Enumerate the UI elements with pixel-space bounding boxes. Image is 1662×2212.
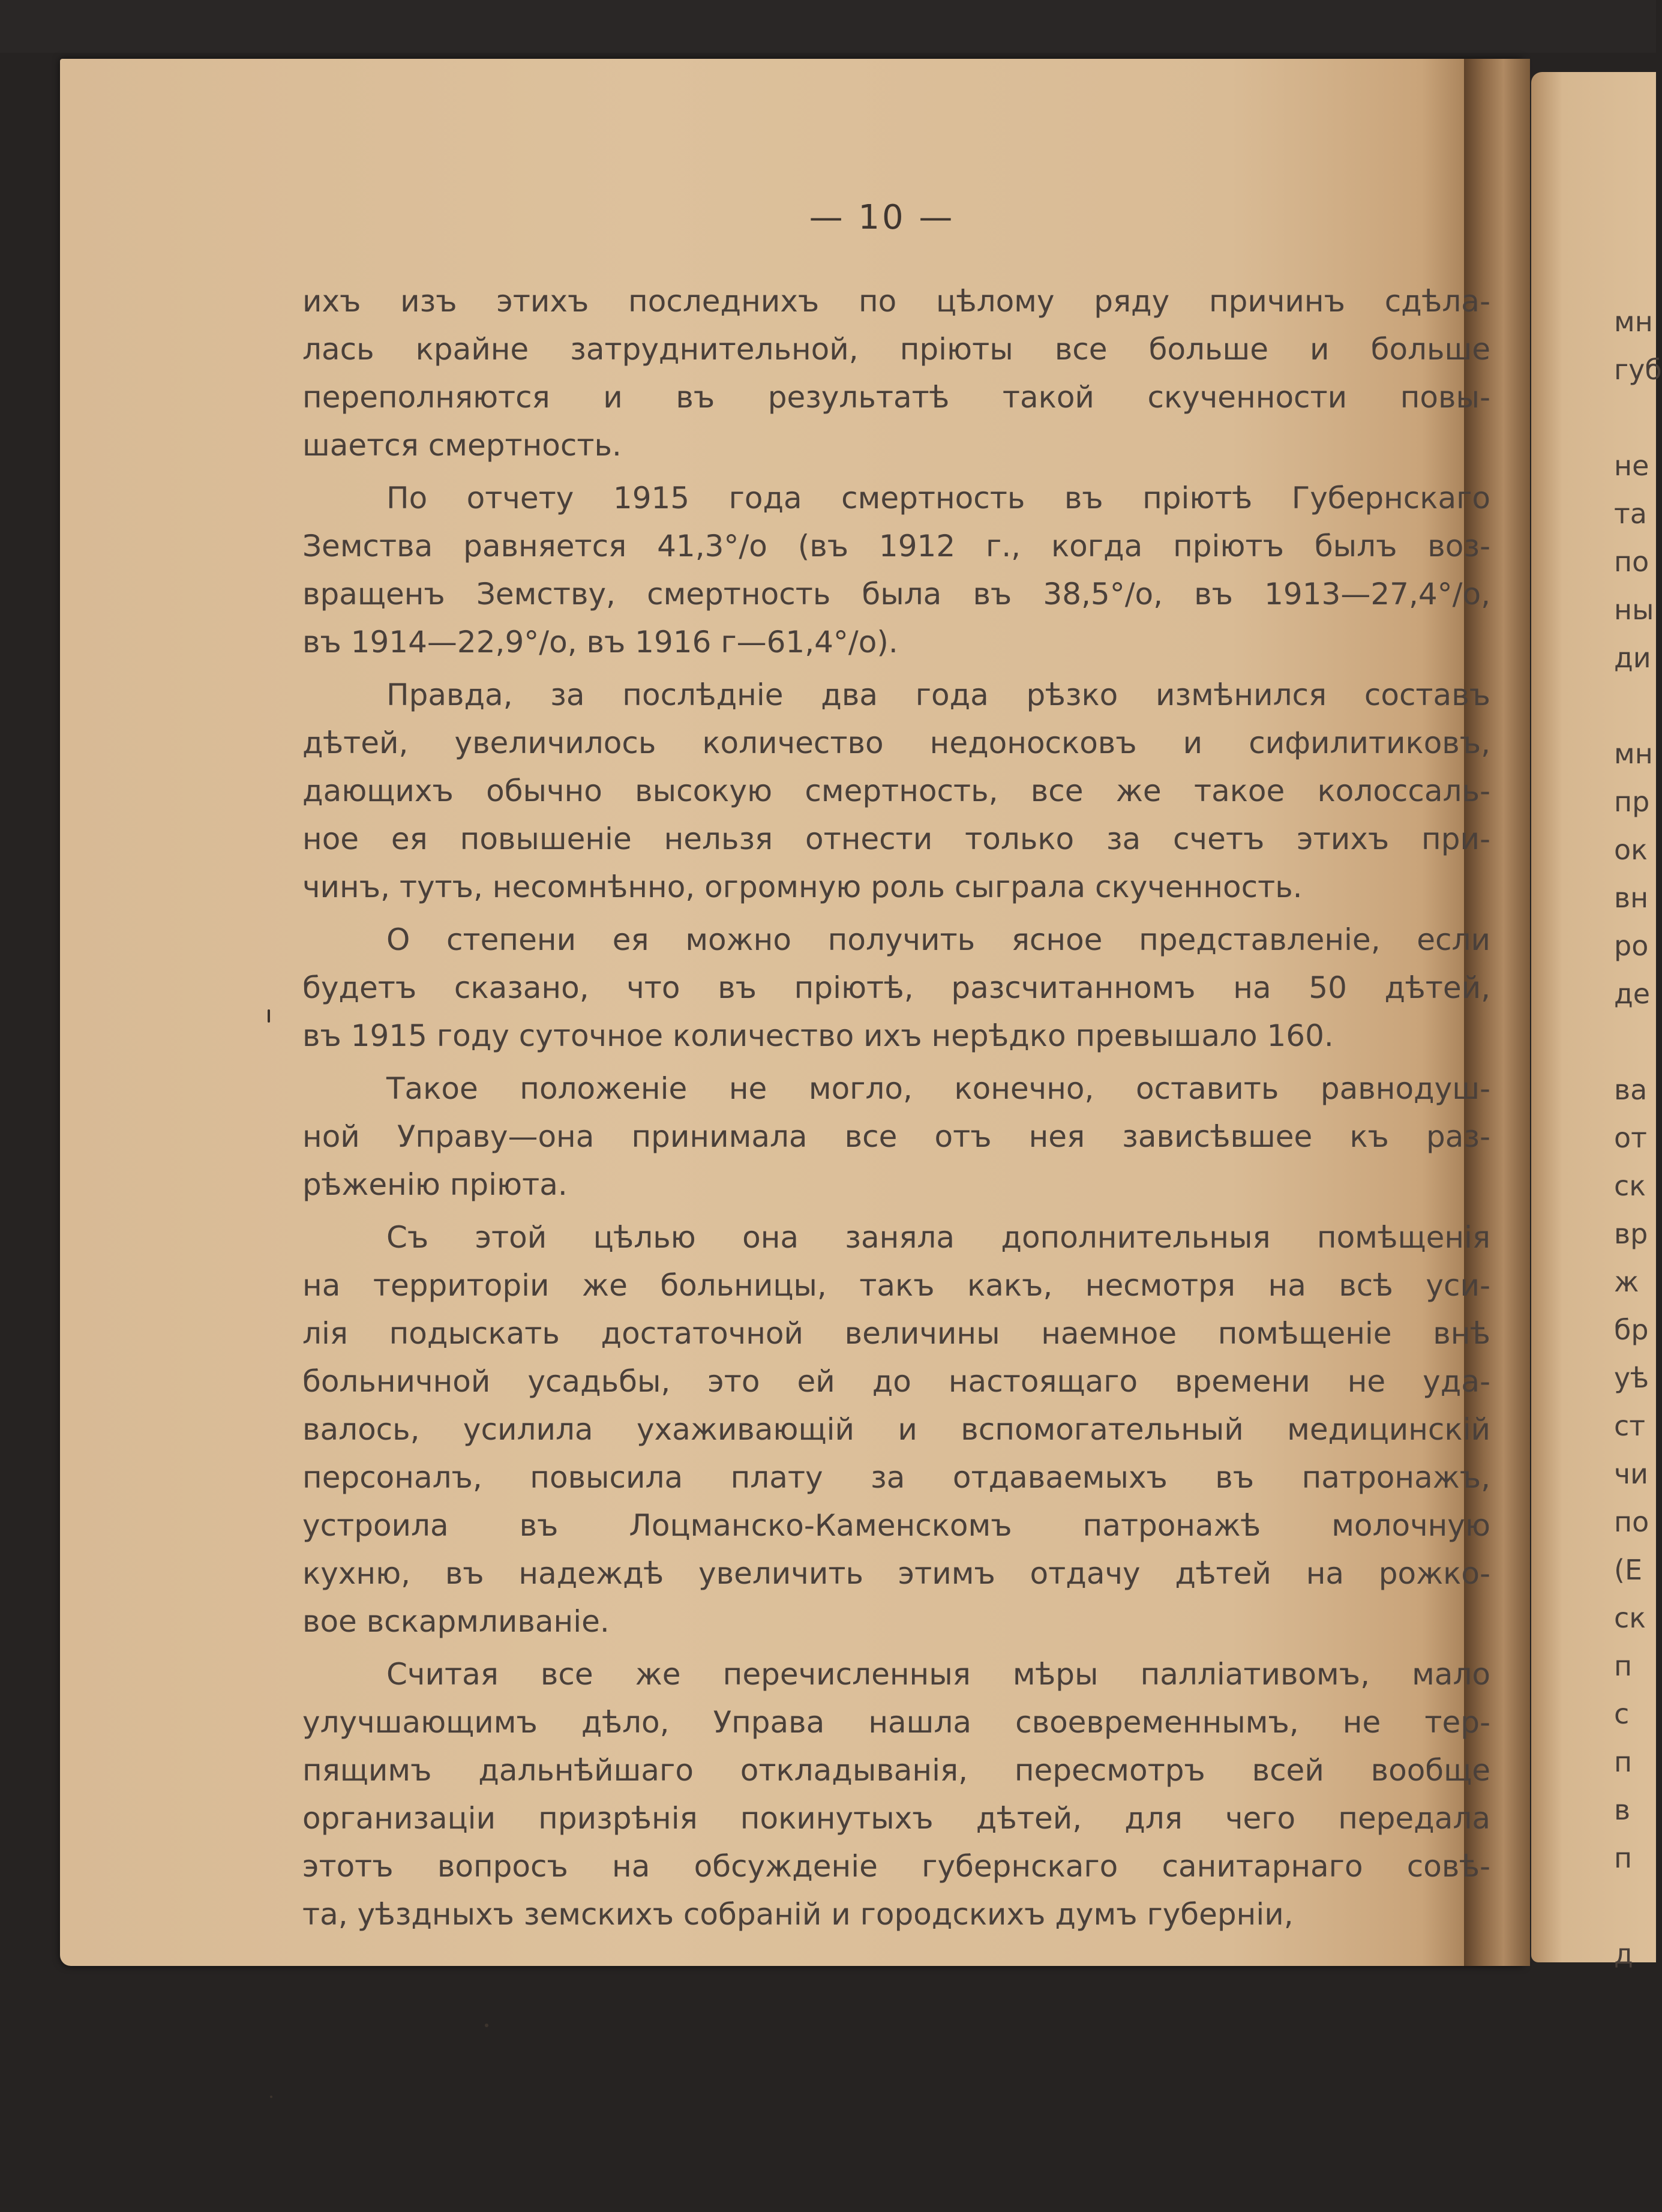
right-page-fragment: вр: [1614, 1218, 1648, 1250]
right-page-fragment: де: [1614, 978, 1651, 1010]
text-line: лась крайне затруднительной, пріюты все больше и больше: [302, 332, 1490, 367]
right-page-fragment: ва: [1614, 1074, 1648, 1106]
right-page-fragment: та: [1614, 497, 1647, 530]
right-page-fragment: ок: [1614, 834, 1648, 866]
text-line: кухню, въ надеждѣ увеличить этимъ отдачу дѣтей на рожко-: [302, 1556, 1490, 1591]
right-page-fragment: [1614, 394, 1656, 442]
right-page-fragment: (Е: [1614, 1554, 1643, 1586]
page-number: — 10 —: [809, 198, 955, 237]
text-line: будетъ сказано, что въ пріютѣ, разсчитанномъ на 50 дѣтей,: [302, 970, 1490, 1005]
text-line: Съ этой цѣлью она заняла дополнительныя помѣщенія: [386, 1220, 1490, 1255]
text-line: По отчету 1915 года смертность въ пріютѣ Губернскаго: [386, 481, 1490, 515]
text-line: переполняются и въ результатѣ такой скученности повы-: [302, 380, 1490, 415]
text-line: рѣженію пріюта.: [302, 1167, 568, 1202]
paragraph: [302, 1650, 1490, 1938]
right-page-fragment: п: [1614, 1650, 1633, 1682]
text-line: Такое положеніе не могло, конечно, оставить равнодуш-: [386, 1071, 1490, 1106]
right-page-fragment: уѣ: [1614, 1362, 1649, 1394]
page-body-text: [302, 277, 1490, 1943]
text-line: устроила въ Лоцманско-Каменскомъ патронажѣ молочную: [302, 1508, 1490, 1543]
right-page-fragment: пр: [1614, 786, 1650, 818]
text-line: организаціи призрѣнія покинутыхъ дѣтей, для чего передала: [302, 1801, 1490, 1836]
text-line: персоналъ, повысила плату за отдаваемыхъ въ патронажъ,: [302, 1460, 1490, 1495]
right-page-fragment: [1614, 1882, 1656, 1930]
right-page-fragment: [1614, 1018, 1656, 1066]
text-line: шается смертность.: [302, 428, 622, 463]
paragraph: [302, 1065, 1490, 1209]
right-page-fragment: ст: [1614, 1410, 1646, 1442]
right-page-fragment: п: [1614, 1746, 1633, 1778]
text-line: ное ея повышеніе нельзя отнести только за счетъ этихъ при-: [302, 822, 1490, 856]
right-page-fragment: п: [1614, 1842, 1633, 1874]
text-line: лія подыскать достаточной величины наемное помѣщеніе внѣ: [302, 1316, 1490, 1351]
right-page-fragment: ны: [1614, 594, 1654, 626]
text-line: дѣтей, увеличилось количество недоносковъ и сифилитиковъ,: [302, 726, 1490, 760]
right-page-fragment: с: [1614, 1698, 1630, 1730]
right-page-fragment: в: [1614, 1794, 1631, 1826]
right-page-fragment: ро: [1614, 930, 1649, 962]
right-page-fragment: по: [1614, 1506, 1649, 1538]
text-line: Считая все же перечисленныя мѣры палліативомъ, мало: [386, 1657, 1490, 1692]
text-line: Земства равняется 41,3°/о (въ 1912 г., когда пріютъ былъ воз-: [302, 529, 1490, 564]
text-line: въ 1914—22,9°/о, въ 1916 г—61,4°/о).: [302, 625, 898, 660]
speck: [485, 2024, 488, 2027]
right-page-fragment: [1614, 682, 1656, 730]
paragraph: [302, 671, 1490, 911]
right-page-fragment: ск: [1614, 1170, 1646, 1202]
text-line: вое вскармливаніе.: [302, 1604, 610, 1639]
right-page-fragment: бр: [1614, 1314, 1649, 1346]
text-line: въ 1915 году суточное количество ихъ нерѣдко превышало 160.: [302, 1018, 1334, 1053]
speck: [270, 2096, 272, 2098]
right-page-fragment: ск: [1614, 1602, 1646, 1634]
right-page-fragment: ди: [1614, 642, 1651, 674]
paragraph: [302, 474, 1490, 666]
text-line: улучшающимъ дѣло, Управа нашла своевременнымъ, не тер-: [302, 1705, 1490, 1740]
text-line: чинъ, тутъ, несомнѣнно, огромную роль сыграла скученность.: [302, 870, 1303, 904]
right-page-fragment: по: [1614, 545, 1649, 578]
text-line: дающихъ обычно высокую смертность, все же такое колоссаль-: [302, 774, 1490, 808]
text-line: валось, усилила ухаживающій и вспомогательный медицинскій: [302, 1412, 1490, 1447]
paragraph: [302, 916, 1490, 1060]
right-page-fragment: ж: [1614, 1266, 1639, 1298]
right-page-fragment: мн: [1614, 738, 1653, 770]
right-page-fragment: не: [1614, 449, 1649, 482]
right-page-fragment: вн: [1614, 882, 1649, 914]
right-page-fragment: д: [1614, 1938, 1633, 1970]
text-line: Правда, за послѣдніе два года рѣзко измѣнился составъ: [386, 678, 1490, 712]
text-line: на территоріи же больницы, такъ какъ, несмотря на всѣ уси-: [302, 1268, 1490, 1303]
scan-background-top: [0, 0, 1656, 53]
margin-mark: [268, 1009, 270, 1023]
text-line: ной Управу—она принимала все отъ нея зависѣвшее къ раз-: [302, 1119, 1490, 1154]
right-page-fragment: чи: [1614, 1458, 1649, 1490]
paragraph: [302, 1213, 1490, 1645]
text-line: вращенъ Земству, смертность была въ 38,5°/о, въ 1913—27,4°/о,: [302, 577, 1490, 612]
text-line: пящимъ дальнѣйшаго откладыванія, пересмотръ всей вообще: [302, 1753, 1490, 1788]
right-page-fragment: мн: [1614, 305, 1653, 338]
text-line: ихъ изъ этихъ последнихъ по цѣлому ряду причинъ сдѣла-: [302, 284, 1490, 319]
text-line: больничной усадьбы, это ей до настоящаго времени не уда-: [302, 1364, 1490, 1399]
right-page-text-fragments: [1614, 298, 1662, 1978]
right-page-fragment: губ: [1614, 353, 1662, 386]
right-page-fragment: от: [1614, 1122, 1647, 1154]
text-line: О степени ея можно получить ясное представленіе, если: [386, 922, 1490, 957]
text-line: та, уѣздныхъ земскихъ собраній и городскихъ думъ губерніи,: [302, 1897, 1294, 1932]
paragraph: [302, 277, 1490, 469]
text-line: этотъ вопросъ на обсужденіе губернскаго санитарнаго совѣ-: [302, 1849, 1490, 1884]
